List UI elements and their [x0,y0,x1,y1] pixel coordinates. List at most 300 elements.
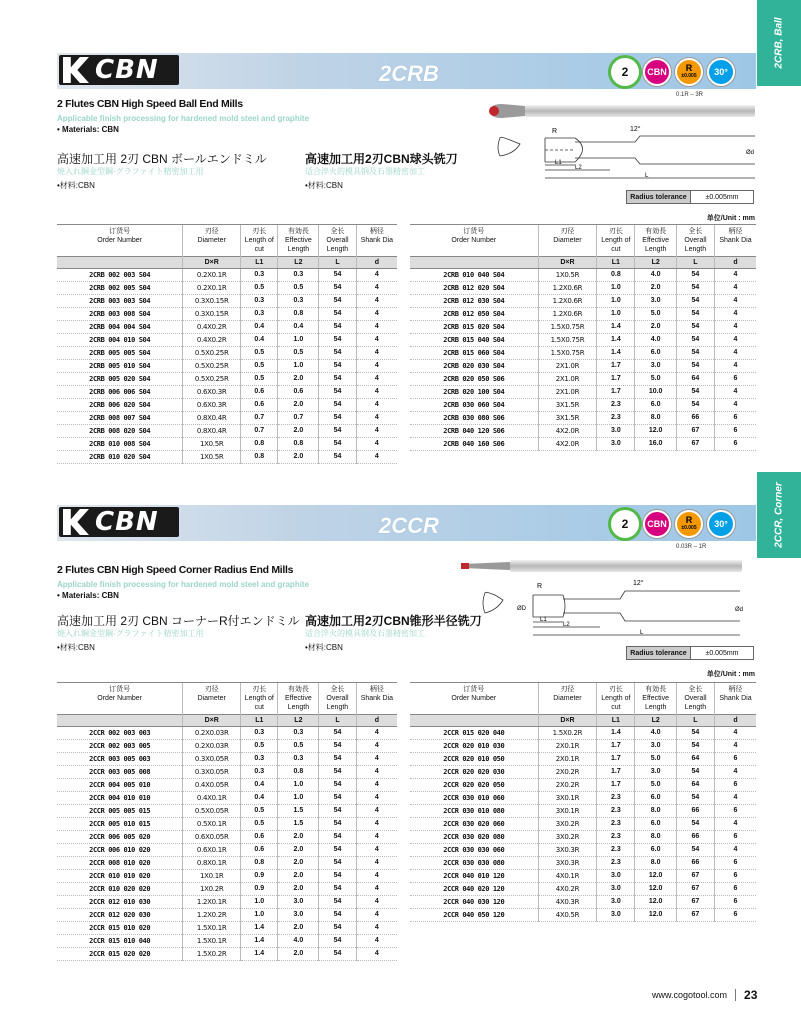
table-row [410,883,756,896]
cell-dia: 0.5X0.1R [183,818,241,831]
product-subtitle-en: Applicable finish processing for hardened mold steel and graphite [57,580,310,589]
cell-dia: 4X0.5R [538,909,597,922]
cell-eff: 8.0 [635,857,677,870]
symbol-dia: D×R [183,715,241,727]
cell-order: 2CCR 020 010 050 [410,753,538,766]
cell-order: 2CRB 003 008 S04 [57,308,183,321]
cell-eff: 2.0 [278,373,319,386]
table-row [57,753,397,766]
cell-loc: 1.7 [597,373,635,386]
cell-eff: 5.0 [635,308,677,321]
cell-eff: 0.7 [278,412,319,425]
cell-eff: 0.3 [278,295,319,308]
cell-loc: 1.4 [597,727,635,740]
cell-loc: 3.0 [597,870,635,883]
cell-eff: 4.0 [278,935,319,948]
cell-ovr: 66 [676,831,714,844]
cell-eff: 6.0 [635,792,677,805]
cell-ovr: 54 [319,805,356,818]
cell-eff: 6.0 [635,844,677,857]
cell-loc: 0.5 [241,818,278,831]
cell-loc: 1.4 [597,321,635,334]
symbol-order [57,257,183,269]
header-eff: 有効長 Effective Length [635,225,677,257]
cell-ovr: 54 [676,727,714,740]
cell-order: 2CRB 012 030 S04 [410,295,538,308]
cell-shk: 6 [714,896,756,909]
cell-dia: 0.6X0.1R [183,844,241,857]
cell-eff: 3.0 [278,896,319,909]
cell-shk: 4 [356,295,397,308]
cell-ovr: 54 [676,321,714,334]
cell-ovr: 54 [676,295,714,308]
cell-order: 2CRB 006 006 S04 [57,386,183,399]
cell-loc: 1.7 [597,766,635,779]
cell-shk: 4 [714,282,756,295]
cell-eff: 0.8 [278,438,319,451]
radius-tolerance-icon: R ±0.005 [675,510,703,538]
cell-shk: 4 [356,451,397,464]
cell-dia: 3X1.5R [538,399,597,412]
header-order: 订货号 Order Number [410,683,538,715]
cell-order: 2CCR 010 020 020 [57,883,183,896]
cell-dia: 3X0.2R [538,818,597,831]
cell-eff: 6.0 [635,818,677,831]
table-row [410,386,756,399]
table-row [410,831,756,844]
cell-loc: 1.0 [241,896,278,909]
symbol-loc: L1 [597,257,635,269]
cell-dia: 1X0.1R [183,870,241,883]
cell-ovr: 67 [676,896,714,909]
cell-shk: 6 [714,883,756,896]
cell-loc: 1.0 [597,282,635,295]
footer-divider [735,989,736,1001]
cell-shk: 4 [356,740,397,753]
cell-shk: 6 [714,753,756,766]
table-row [57,308,397,321]
table-row [57,883,397,896]
cell-ovr: 54 [319,779,356,792]
cell-dia: 4X0.3R [538,896,597,909]
cell-loc: 0.8 [597,269,635,282]
cell-dia: 0.8X0.1R [183,857,241,870]
spec-table-2ccr-right [410,682,756,922]
cell-ovr: 54 [319,857,356,870]
cell-loc: 1.4 [241,935,278,948]
cell-shk: 4 [356,935,397,948]
cell-loc: 0.9 [241,883,278,896]
cell-order: 2CCR 002 003 005 [57,740,183,753]
cell-eff: 1.5 [278,818,319,831]
cell-ovr: 54 [319,753,356,766]
cell-loc: 2.3 [597,399,635,412]
cell-loc: 1.7 [597,753,635,766]
k-logo-icon [63,57,89,83]
cell-eff: 12.0 [635,425,677,438]
table-row [57,844,397,857]
cell-loc: 3.0 [597,425,635,438]
cell-ovr: 54 [676,766,714,779]
radius-range: 0.1R – 3R [676,92,704,98]
cell-ovr: 64 [676,373,714,386]
cell-order: 2CRB 003 003 S04 [57,295,183,308]
cell-shk: 6 [714,805,756,818]
cell-loc: 0.3 [241,269,278,282]
cell-dia: 2X0.1R [538,740,597,753]
cell-order: 2CCR 003 005 003 [57,753,183,766]
website-link[interactable]: www.cogotool.com [652,990,728,1000]
cell-shk: 4 [714,308,756,321]
cell-dia: 2X1.0R [538,373,597,386]
cell-eff: 2.0 [278,831,319,844]
table-row [410,360,756,373]
table-row [410,909,756,922]
corner-radius-end-mill-drawing [455,555,755,645]
cell-shk: 4 [356,896,397,909]
material-cn: •材料:CBN [305,181,343,190]
cell-dia: 0.4X0.2R [183,334,241,347]
cell-ovr: 54 [319,295,356,308]
cell-dia: 0.4X0.2R [183,321,241,334]
cell-ovr: 54 [319,399,356,412]
cell-loc: 1.4 [597,347,635,360]
cell-ovr: 54 [319,334,356,347]
drawing-label-r: R [537,583,543,590]
cell-ovr: 54 [319,831,356,844]
symbol-shk: d [714,715,756,727]
cell-loc: 1.4 [241,922,278,935]
cell-ovr: 54 [676,399,714,412]
cell-loc: 0.6 [241,399,278,412]
cell-eff: 4.0 [635,727,677,740]
cell-loc: 0.4 [241,779,278,792]
tool-photo-tip [463,562,510,570]
drawing-label-dd: ØD [517,606,526,612]
cell-dia: 0.8X0.4R [183,412,241,425]
cell-loc: 2.3 [597,412,635,425]
cell-order: 2CCR 030 020 080 [410,831,538,844]
cell-shk: 4 [714,818,756,831]
cell-order: 2CRB 008 007 S04 [57,412,183,425]
cell-dia: 1.5X0.1R [183,922,241,935]
cell-order: 2CCR 015 010 020 [57,922,183,935]
cell-shk: 4 [714,740,756,753]
cell-dia: 0.5X0.25R [183,347,241,360]
cell-shk: 4 [356,360,397,373]
header-ovr: 全长 Overall Length [319,683,356,715]
cell-ovr: 54 [676,844,714,857]
cell-loc: 0.5 [241,740,278,753]
cell-loc: 0.7 [241,412,278,425]
symbol-shk: d [356,715,397,727]
cell-shk: 6 [714,870,756,883]
cell-shk: 4 [714,399,756,412]
cell-loc: 0.3 [241,308,278,321]
symbol-ovr: L [319,715,356,727]
cell-dia: 3X0.2R [538,831,597,844]
table-row [57,334,397,347]
cell-shk: 4 [356,386,397,399]
symbol-ovr: L [676,715,714,727]
cell-ovr: 54 [319,373,356,386]
cell-order: 2CCR 030 030 060 [410,844,538,857]
cell-eff: 1.0 [278,360,319,373]
drawing-label-l2: L2 [575,165,582,171]
cell-loc: 0.4 [241,792,278,805]
cell-loc: 1.7 [597,386,635,399]
cell-shk: 4 [356,269,397,282]
cell-dia: 0.3X0.05R [183,766,241,779]
cell-dia: 0.4X0.05R [183,779,241,792]
cell-dia: 0.3X0.05R [183,753,241,766]
cell-ovr: 54 [319,727,356,740]
cell-loc: 0.5 [241,282,278,295]
table-row [410,295,756,308]
cell-dia: 1X0.5R [183,438,241,451]
cell-ovr: 54 [319,347,356,360]
table-row [410,818,756,831]
cell-ovr: 67 [676,438,714,451]
header-dia: 刃径 Diameter [538,225,597,257]
cell-loc: 0.5 [241,373,278,386]
header-ovr: 全长 Overall Length [319,225,356,257]
cell-dia: 0.4X0.1R [183,792,241,805]
table-row [410,269,756,282]
cell-eff: 10.0 [635,386,677,399]
cell-dia: 1.5X0.75R [538,321,597,334]
product-title-cn: 高速加工用2刃CBN球头铣刀 [305,152,458,166]
cell-shk: 4 [356,727,397,740]
cell-eff: 5.0 [635,779,677,792]
cell-loc: 0.8 [241,438,278,451]
side-tab-corner: 2CCR, Corner [757,472,801,558]
cell-eff: 8.0 [635,831,677,844]
table-row [57,295,397,308]
cell-loc: 3.0 [597,896,635,909]
table-row [57,792,397,805]
cell-shk: 6 [714,373,756,386]
drawing-label-l: L [640,630,644,636]
brand-logo: CBN [59,507,179,537]
cell-ovr: 66 [676,857,714,870]
cell-dia: 0.3X0.15R [183,295,241,308]
cell-order: 2CCR 010 010 020 [57,870,183,883]
cell-ovr: 54 [676,740,714,753]
table-row [410,896,756,909]
cell-shk: 4 [714,295,756,308]
page-number: 23 [744,988,758,1002]
header-dia: 刃径 Diameter [183,225,241,257]
symbol-shk: d [356,257,397,269]
cell-eff: 0.3 [278,269,319,282]
cell-dia: 1.5X0.75R [538,347,597,360]
cell-ovr: 64 [676,779,714,792]
tool-outline [483,591,740,635]
table-row [57,805,397,818]
drawing-label-l: L [645,173,649,179]
tool-photo-shank [525,105,755,117]
cell-ovr: 54 [319,818,356,831]
cell-ovr: 54 [319,922,356,935]
cell-order: 2CRB 020 050 S06 [410,373,538,386]
cell-dia: 1X0.5R [183,451,241,464]
cell-eff: 5.0 [635,373,677,386]
cell-loc: 1.7 [597,779,635,792]
cell-eff: 12.0 [635,870,677,883]
cell-eff: 3.0 [635,740,677,753]
cell-dia: 2X1.0R [538,386,597,399]
cell-shk: 4 [714,269,756,282]
material-en: • Materials: CBN [57,125,119,134]
header-loc: 刃长 Length of cut [597,683,635,715]
product-subtitle-cn: 适合淬火的模具钢及石墨精密加工 [305,167,425,176]
cell-loc: 1.7 [597,360,635,373]
cell-dia: 3X0.1R [538,805,597,818]
cell-eff: 6.0 [635,399,677,412]
table-row [57,779,397,792]
cell-dia: 0.5X0.05R [183,805,241,818]
cell-shk: 6 [714,831,756,844]
cell-shk: 4 [356,922,397,935]
flute-count-icon: 2 [611,510,639,538]
cell-shk: 4 [356,373,397,386]
cell-shk: 4 [714,334,756,347]
cell-order: 2CCR 006 005 020 [57,831,183,844]
product-title-en: 2 Flutes CBN High Speed Corner Radius End Mills [57,564,294,576]
cell-order: 2CCR 020 010 030 [410,740,538,753]
table-row [57,766,397,779]
cell-eff: 2.0 [278,425,319,438]
cell-eff: 2.0 [278,922,319,935]
cell-order: 2CCR 030 010 080 [410,805,538,818]
table-row [57,412,397,425]
cell-dia: 0.2X0.03R [183,740,241,753]
header-ovr: 全长 Overall Length [676,683,714,715]
table-row [57,740,397,753]
cell-order: 2CCR 040 020 120 [410,883,538,896]
header-eff: 有効長 Effective Length [278,683,319,715]
symbol-ovr: L [319,257,356,269]
table-row [57,399,397,412]
cell-ovr: 54 [319,909,356,922]
tool-outline [498,136,755,178]
cell-dia: 0.2X0.03R [183,727,241,740]
header-loc: 刃长 Length of cut [241,683,278,715]
header-shk: 柄径 Shank Dia [714,683,756,715]
cell-ovr: 54 [676,269,714,282]
cell-eff: 3.0 [278,909,319,922]
cell-shk: 4 [714,792,756,805]
product-subtitle-jp: 焼入れ鋼金型鋼·グラファイト精密加工用 [57,629,204,638]
table-row [410,779,756,792]
cell-shk: 4 [356,438,397,451]
table-row [57,373,397,386]
cell-dia: 1.2X0.6R [538,308,597,321]
table-row [57,282,397,295]
cell-loc: 0.3 [241,766,278,779]
header-eff: 有効長 Effective Length [635,683,677,715]
cell-order: 2CRB 030 060 S04 [410,399,538,412]
table-row [57,425,397,438]
cell-eff: 12.0 [635,909,677,922]
cell-ovr: 54 [319,425,356,438]
drawing-label-angle: 12° [633,580,644,587]
header-loc: 刃长 Length of cut [241,225,278,257]
cell-order: 2CCR 012 010 030 [57,896,183,909]
cell-dia: 0.2X0.1R [183,269,241,282]
cell-eff: 8.0 [635,412,677,425]
series-title: 2CCR [379,513,439,538]
drawing-label-r: R [552,128,558,135]
cbn-tip-icon [489,106,499,116]
cell-eff: 1.0 [278,779,319,792]
cell-ovr: 54 [676,308,714,321]
table-row [57,857,397,870]
cell-ovr: 54 [319,883,356,896]
material-jp: •材料:CBN [57,181,95,190]
cell-shk: 4 [356,818,397,831]
table-row [410,857,756,870]
symbol-loc: L1 [597,715,635,727]
cell-ovr: 54 [319,896,356,909]
page-footer [652,988,757,1002]
cell-order: 2CRB 010 008 S04 [57,438,183,451]
product-subtitle-jp: 焼入れ鋼金型鋼·グラファイト精密加工用 [57,167,204,176]
table-row [410,282,756,295]
cell-dia: 2X0.1R [538,753,597,766]
cell-eff: 2.0 [278,399,319,412]
cell-order: 2CCR 040 030 120 [410,896,538,909]
cell-shk: 4 [356,883,397,896]
cell-ovr: 54 [319,412,356,425]
cell-loc: 2.3 [597,844,635,857]
drawing-label-l1: L1 [555,160,562,166]
flute-count-icon: 2 [611,58,639,86]
product-subtitle-en: Applicable finish processing for hardened mold steel and graphite [57,114,310,123]
cell-shk: 4 [356,399,397,412]
cell-loc: 0.7 [241,425,278,438]
cell-ovr: 54 [319,282,356,295]
cell-eff: 12.0 [635,896,677,909]
cell-order: 2CRB 015 060 S04 [410,347,538,360]
cell-dia: 3X0.1R [538,792,597,805]
cell-dia: 1.2X0.6R [538,295,597,308]
cell-loc: 2.3 [597,805,635,818]
cell-ovr: 54 [319,269,356,282]
cell-dia: 3X1.5R [538,412,597,425]
drawing-label-d: Ød [746,150,755,156]
table-row [410,412,756,425]
table-row [57,935,397,948]
header-shk: 柄径 Shank Dia [356,225,397,257]
cell-ovr: 54 [676,347,714,360]
cell-shk: 4 [356,857,397,870]
symbol-order [410,257,538,269]
cell-dia: 4X0.1R [538,870,597,883]
cell-loc: 0.3 [241,727,278,740]
cell-dia: 1.5X0.1R [183,935,241,948]
table-row [57,727,397,740]
cell-dia: 4X2.0R [538,438,597,451]
cell-ovr: 54 [319,844,356,857]
cell-loc: 0.3 [241,753,278,766]
cell-loc: 2.3 [597,818,635,831]
cell-shk: 4 [356,425,397,438]
cell-loc: 0.5 [241,347,278,360]
cell-ovr: 54 [319,308,356,321]
cell-eff: 2.0 [635,282,677,295]
